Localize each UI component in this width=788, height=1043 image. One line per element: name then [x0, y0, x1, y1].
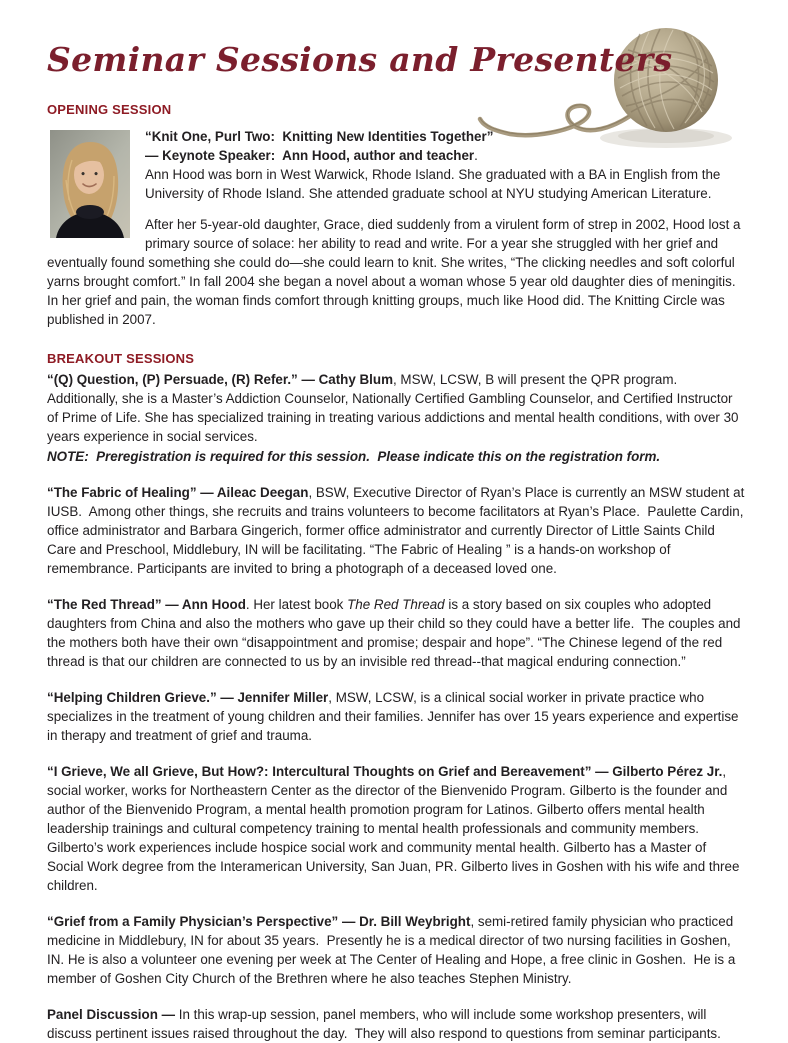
session-paragraph: “Helping Children Grieve.” — Jennifer Miller, MSW, LCSW, is a clinical social worker in private practice who specializes in the treatment of young children and their families. Jennifer has over 15 years experience and expertise in therapy and treatment of grief and trauma.: [47, 689, 743, 743]
session-helping-children-grieve: [47, 688, 746, 745]
session-intercultural-grief: [47, 762, 746, 895]
session-paragraph: Panel Discussion — In this wrap-up session, panel members, who will include some workshop presenters, will discuss pertinent issues raised throughout the day. They will also respond to questions from seminar participants.: [47, 1006, 721, 1041]
session-family-physician: [47, 912, 746, 988]
opening-session-body: [47, 127, 746, 329]
session-paragraph: “Grief from a Family Physician’s Perspective” — Dr. Bill Weybright, semi-retired family physician who practiced medicine in Middlebury, IN for about 35 years. Presently he is a medical director of two nursing facilities in Goshen, IN. He is also a volunteer one evening per week at The Center of Healing and Hope, a free clinic in Goshen. He is a member of Goshen City Church of the Brethren where he also teaches Stephen Ministry.: [47, 913, 740, 986]
keynote-paragraph: “Knit One, Purl Two: Knitting New Identities Together” — Keynote Speaker: Ann Hood, author and teacher. Ann Hood was born in West Warwick, Rhode Island. She graduated with a BA in English from the University of Rhode Island. She attended graduate school at NYU studying American Literature.: [145, 128, 725, 201]
session-paragraph: “(Q) Question, (P) Persuade, (R) Refer.” — Cathy Blum, MSW, LCSW, B will present the QPR program. Additionally, she is a Master’s Addiction Counselor, Nationally Certified Gambling Counselor, and Certified Instructor of Prime of Life. She has specialized training in treating various addictions and mental health conditions, with over 30 years experience in social services.: [47, 371, 743, 444]
page-title: Seminar Sessions and Presenters: [47, 40, 673, 79]
session-qpr: [47, 370, 746, 466]
session-panel-discussion: [47, 1005, 746, 1043]
session-paragraph: “I Grieve, We all Grieve, But How?: Intercultural Thoughts on Grief and Bereavement” — Gilberto Pérez Jr., social worker, works for Northeastern Center as the director of the Bienvenido Program. Gilberto is the founder and author of the Bienvenido Program, a mental health promotion program for Latinos. Gilberto offers mental health leadership trainings and cultural competency training to mental health professionals and community members. Gilberto’s work experiences include hospice social work and community mental health. Gilberto has a Master of Social Work degree from the Interamerican University, San Juan, PR. Gilberto lives in Goshen with his wife and three children.: [47, 763, 744, 893]
breakout-sessions-heading: BREAKOUT SESSIONS: [47, 350, 195, 366]
session-note: NOTE: Preregistration is required for this session. Please indicate this on the registration form.: [47, 448, 661, 464]
session-red-thread: [47, 595, 746, 671]
opening-session-heading: OPENING SESSION: [47, 101, 172, 117]
session-paragraph: “The Fabric of Healing” — Aileac Deegan, BSW, Executive Director of Ryan’s Place is currently an MSW student at IUSB. Among other things, she recruits and trains volunteers to become facilitators at Ryan’s Place. Paulette Cardin, office administrator and Barbara Gingerich, former office administrator and currently Director of Little Saints Child Care and Preschool, Middlebury, IN will be facilitating. “The Fabric of Healing ” is a hands-on workshop of remembrance. Participants are invited to bring a photograph of a deceased loved one.: [47, 484, 749, 576]
keynote-bio-paragraph: After her 5-year-old daughter, Grace, died suddenly from a virulent form of strep in 2002, Hood lost a primary source of solace: her ability to read and write. For a year she struggled with her grief and eventually found something she could do—she could learn to knit. She writes, “The clicking needles and soft colorful yarns brought comfort.” In fall 2004 she began a novel about a woman whose 5 year old daughter dies of meningitis. In her grief and pain, the woman finds comfort through knitting groups, much like Hood did. The Knitting Circle was published in 2007.: [47, 216, 745, 327]
session-fabric-of-healing: [47, 483, 749, 578]
ann-hood-photo: [50, 130, 130, 238]
breakout-sessions-list: [47, 370, 749, 1043]
session-paragraph: “The Red Thread” — Ann Hood. Her latest book The Red Thread is a story based on six couples who adopted daughters from China and also the mothers who gave up their child so they could have a better life. The couples and the mothers both have their own “disappointment and promise; despair and hope”. “The Chinese legend of the red thread is that our children are connected to us by an invisible red thread--that magical enduring connection.”: [47, 596, 745, 669]
